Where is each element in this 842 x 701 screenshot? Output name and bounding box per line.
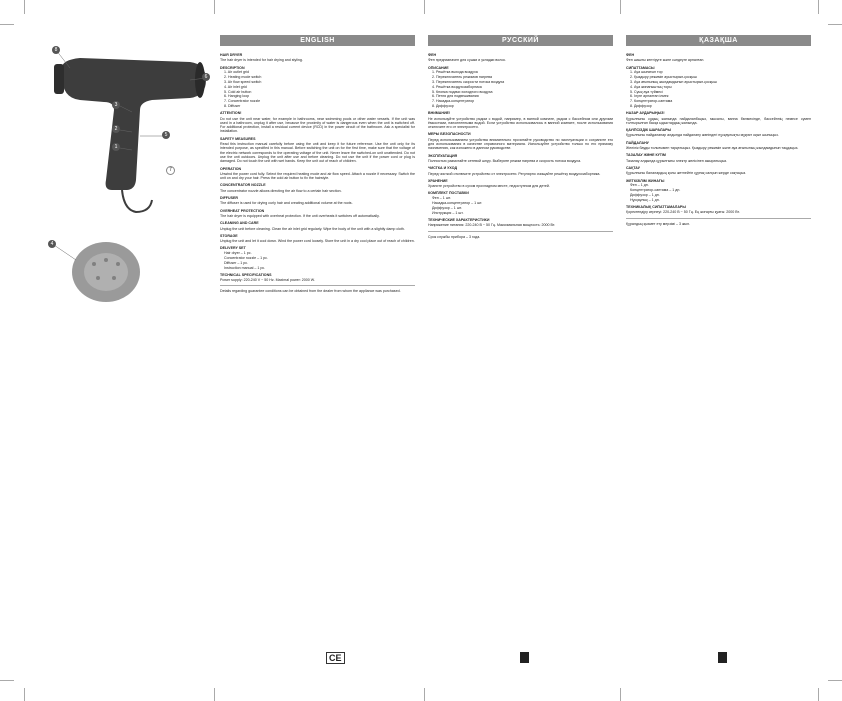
crop-mark-top-right-h xyxy=(828,24,842,25)
crop-mark-bottom-right-v xyxy=(818,688,819,701)
section-list-item: Фен – 1 дн. xyxy=(630,183,649,188)
section-title: ТЕХНИЧЕСКИЕ ХАРАКТЕРИСТИКИ xyxy=(428,217,490,222)
section-list-item: 4. Решётка воздухозаборника xyxy=(432,84,482,89)
section-list-item: 1. Ауа шығатын тор xyxy=(630,70,663,75)
callout-label: 6 xyxy=(202,73,210,81)
eac-certification-mark xyxy=(718,652,727,663)
section-title: DELIVERY SET xyxy=(220,246,246,251)
section-list-item: Нұсқаулық – 1 дн. xyxy=(630,197,660,202)
callout-label: 2 xyxy=(112,125,120,133)
section-title: OPERATION xyxy=(220,166,242,171)
kazakh-intro: Фен шашты кептіруге және сәндеуге арналған. xyxy=(626,58,705,63)
section-title: САҚТАУ xyxy=(626,165,640,170)
section-text: Перед использованием устройства внимательно прочитайте руководство по эксплуатации и сохраните его для использования в качестве справочного материала. Используйте устройство только по его прямому назначению, как изложено в данном руководстве. xyxy=(428,137,613,151)
section-title: НАЗАР АУДАРЫҢЫЗ! xyxy=(626,111,665,116)
section-text: Құрылғыны балалардың қолы жетпейтін құрғақ салқын жерде сақтаңыз. xyxy=(626,171,747,176)
section-list-item: Concentrator nozzle – 1 pc. xyxy=(224,255,268,260)
section-title: ЭКСПЛУАТАЦИЯ xyxy=(428,153,458,158)
section-list-item: 6. Петля для подвешивания xyxy=(432,94,479,99)
crop-mark-bottom-mid2-v xyxy=(424,688,425,701)
crop-mark-bottom-left-h xyxy=(0,680,14,681)
section-list-item: 7. Насадка-концентратор xyxy=(432,99,475,104)
crop-mark-top-mid-v xyxy=(214,0,215,14)
section-title: DIFFUSER xyxy=(220,196,238,201)
english-intro-title: HAIR DRYER xyxy=(220,53,243,57)
section-text: Unwind the power cord fully. Select the required heating mode and air flow speed. Attach a nozzle if necessary. Switch the unit on and dry your hair. Press the cold air button to fix the hairstyle. xyxy=(220,171,415,181)
section-list-item: 7. Концентратор-саптама xyxy=(630,99,673,104)
english-guarantee: Details regarding guarantee conditions can be obtained from the dealer from whom the appliance was purchased. xyxy=(220,289,401,294)
section-title: ҚАУІПСІЗДІК ШАРАЛАРЫ xyxy=(626,128,672,133)
section-list-item: 2. Heating mode switch xyxy=(224,75,262,80)
section-text: Құрылғыны судың жанында пайдаланбаңыз, мысалы, ванна бөлмесінде, бассейннің немесе сумен толтырылған басқа ыдыстардың жанында. xyxy=(626,116,811,125)
diffuser-prong-shape xyxy=(116,262,120,266)
power-cord-shape xyxy=(122,190,152,212)
section-title: ЖЕТКІЗІЛІМ ЖИНАҒЫ xyxy=(626,178,665,183)
kazakh-header: ҚАЗАҚША xyxy=(626,35,811,46)
callout-label: 7 xyxy=(166,166,175,175)
section-title: ТАЗАЛАУ ЖӘНЕ КҮТІМ xyxy=(626,153,666,158)
crop-mark-bottom-right-h xyxy=(828,680,842,681)
section-title: ПАЙДАЛАНУ xyxy=(626,140,649,145)
eac-certification-mark xyxy=(520,652,529,663)
russian-body xyxy=(428,46,613,239)
callout-label: 3 xyxy=(112,101,120,109)
divider xyxy=(220,285,415,286)
product-diagram xyxy=(40,40,210,320)
section-list-item: 8. Диффузор xyxy=(630,103,652,108)
section-text: Құрылғыны пайдаланар алдында пайдалану жөніндегі нұсқаулықты мұқият оқып шығыңыз. xyxy=(626,133,779,138)
section-list-item: 2. Қыздыру режимін ауыстырып-қосқыш xyxy=(630,75,697,80)
section-list-item: Диффузор – 1 дн. xyxy=(630,192,660,197)
section-text: Do not use the unit near water, for example in bathrooms, near swimming pools or other water vessels. If the unit was used in a bathroom, unplug it after use, because the proximity of water is dangerous even when the unit is switched off. For additional protection, install a residual current device (RCD) in the power circuit of the bathroom. Ask a specialist for installation. xyxy=(220,116,415,134)
crop-mark-top-left-v xyxy=(24,0,25,14)
section-title: ОПИСАНИЕ xyxy=(428,65,449,70)
section-text: Храните устройство в сухом прохладном месте, недоступном для детей. xyxy=(428,184,550,189)
crop-mark-top-right-v xyxy=(818,0,819,14)
section-list-item: 1. Air outlet grid xyxy=(224,70,249,75)
english-body xyxy=(220,46,415,294)
ce-mark: CE xyxy=(326,652,345,664)
section-title: CLEANING AND CARE xyxy=(220,221,259,226)
russian-intro-title: ФЕН xyxy=(428,53,437,57)
english-sections xyxy=(220,66,415,283)
section-title: ТЕХНИКАЛЫҚ СИПАТТАМАЛАРЫ xyxy=(626,205,686,210)
crop-mark-bottom-mid3-v xyxy=(620,688,621,701)
callout-label: 1 xyxy=(112,143,120,151)
section-title: SAFETY MEASURES xyxy=(220,136,256,141)
section-text: Напряжение питания: 220-240 В ~ 50 Гц. Максимальная мощность: 2000 Вт. xyxy=(428,223,556,228)
section-list-item: 1. Решётка выхода воздуха xyxy=(432,70,478,75)
section-list-item: Instruction manual – 1 pc. xyxy=(224,265,266,270)
crop-mark-top-left-h xyxy=(0,24,14,25)
section-text: Полностью размотайте сетевой шнур. Выберите режим нагрева и скорость потока воздуха. xyxy=(428,158,582,163)
kazakh-column xyxy=(626,35,811,675)
kazakh-body xyxy=(626,46,811,226)
callout-label: 4 xyxy=(48,240,56,248)
section-title: TECHNICAL SPECIFICATIONS xyxy=(220,272,272,277)
kazakh-sections xyxy=(626,66,811,215)
section-text: The concentrator nozzle allows directing the air flow to a certain hair section. xyxy=(220,188,342,193)
kazakh-intro-title: ФЕН xyxy=(626,53,635,57)
section-list-item: 3. Ауа ағынының жылдамдығын ауыстырып-қосқыш xyxy=(630,79,717,84)
section-text: Unplug the unit before cleaning. Clean the air inlet grid regularly. Wipe the body of the unit with a slightly damp cloth. xyxy=(220,226,405,231)
section-title: DESCRIPTION xyxy=(220,65,245,70)
section-list-item: 5. Кнопка подачи холодного воздуха xyxy=(432,89,493,94)
section-text: Қоректендіру кернеуі: 220-240 В ~ 50 Гц. Ең жоғарғы қуаты: 2000 Вт. xyxy=(626,210,740,215)
section-list-item: 5. Суық ауа түймесі xyxy=(630,89,663,94)
section-title: STORAGE xyxy=(220,233,238,238)
section-title: OVERHEAT PROTECTION xyxy=(220,208,265,213)
dryer-body-shape xyxy=(62,58,206,190)
section-list-item: 4. Ауа жинағыштың торы xyxy=(630,84,672,89)
section-list-item: 2. Переключатель режимов нагрева xyxy=(432,75,493,80)
section-text: Power supply: 220-240 V ~ 50 Hz. Maximal power: 2000 W. xyxy=(220,278,315,283)
russian-sections xyxy=(428,66,613,228)
section-list-item: 8. Диффузор xyxy=(432,103,454,108)
diffuser-prong-shape xyxy=(112,276,116,280)
diffuser-prong-shape xyxy=(104,258,108,262)
hair-dryer-illustration xyxy=(40,40,210,320)
section-title: СИПАТТАМАСЫ xyxy=(626,65,655,70)
callout-label: 5 xyxy=(162,131,170,139)
english-intro: The hair dryer is intended for hair drying and styling. xyxy=(220,58,303,63)
leader-line-4 xyxy=(54,245,76,260)
section-title: ХРАНЕНИЕ xyxy=(428,178,448,183)
callout-label: 8 xyxy=(52,46,60,54)
section-text: Тазалау алдында құрылғыны электр желісінен ажыратыңыз. xyxy=(626,158,728,163)
section-text: The hair dryer is equipped with overheat protection. If the unit overheats it switches off automatically. xyxy=(220,213,380,218)
section-title: ATTENTION! xyxy=(220,111,242,116)
crop-mark-top-mid3-v xyxy=(620,0,621,14)
section-list-item: Концентратор-саптама – 1 дн. xyxy=(630,188,681,193)
russian-guarantee: Срок службы прибора – 3 года. xyxy=(428,234,481,239)
russian-intro: Фен предназначен для сушки и укладки волос. xyxy=(428,58,507,63)
crop-mark-top-mid2-v xyxy=(424,0,425,14)
section-text: Перед чисткой отключите устройство от электросети. Регулярно очищайте решётку воздухозаборника. xyxy=(428,171,601,176)
section-text: Unplug the unit and let it cool down. Wind the power cord loosely. Store the unit in a dry cool place out of reach of children. xyxy=(220,239,415,244)
section-list-item: Насадка-концентратор – 1 шт. xyxy=(432,201,483,206)
english-header: ENGLISH xyxy=(220,35,415,46)
section-list-item: Диффузор – 1 шт. xyxy=(432,205,462,210)
section-list-item: 6. Hanging loop xyxy=(224,94,250,99)
crop-mark-bottom-mid-v xyxy=(214,688,215,701)
russian-column xyxy=(428,35,613,675)
section-list-item: Diffuser – 1 pc. xyxy=(224,260,249,265)
section-title: МЕРЫ БЕЗОПАСНОСТИ xyxy=(428,132,471,137)
section-title: КОМПЛЕКТ ПОСТАВКИ xyxy=(428,191,469,196)
section-list-item: 3. Переключатель скорости потока воздуха xyxy=(432,79,505,84)
section-list-item: Hair dryer – 1 pc. xyxy=(224,251,252,256)
section-title: ЧИСТКА И УХОД xyxy=(428,166,458,171)
section-list-item: 6. Ілуге арналған ілмек xyxy=(630,94,669,99)
section-list-item: 5. Cold air button xyxy=(224,89,252,94)
section-list-item: Фен – 1 шт. xyxy=(432,196,451,201)
nozzle-tip-shape xyxy=(54,64,64,94)
section-text: The diffuser is used for drying curly hair and creating additional volume at the roots. xyxy=(220,201,353,206)
diffuser-prong-shape xyxy=(96,276,100,280)
divider xyxy=(428,231,613,232)
section-list-item: 8. Diffuser xyxy=(224,103,241,108)
section-list-item: 7. Concentrator nozzle xyxy=(224,99,261,104)
section-list-item: Инструкция – 1 шт. xyxy=(432,210,464,215)
section-text: Не используйте устройство рядом с водой, например, в ванной комнате, рядом с бассейном или другими ёмкостями, наполненными водой. Если устройство использовалось в ванной комнате, после использования отключите его от электросети. xyxy=(428,116,613,130)
russian-header: РУССКИЙ xyxy=(428,35,613,46)
section-text: Read this instruction manual carefully before using the unit and keep it for future reference. Use the unit only for its intended purpose, as specified in this manual. Before switching the unit on for the first time, make sure that the voltage of the electric network corresponds to the operating voltage of the unit. Never leave the switched-on unit unattended. Do not use the unit outdoors. Unplug the unit after use and before cleaning. Do not use the unit if the power cord or plug is damaged. Do not touch the unit with wet hands. Keep the unit out of reach of children. xyxy=(220,142,415,164)
kazakh-guarantee: Құралдың қызмет ету мерзімі – 3 жыл. xyxy=(626,221,691,226)
crop-mark-bottom-left-v xyxy=(24,688,25,701)
section-list-item: 4. Air inlet grid xyxy=(224,84,247,89)
section-list-item: 3. Air flow speed switch xyxy=(224,79,262,84)
section-title: CONCENTRATOR NOZZLE xyxy=(220,183,266,188)
english-column xyxy=(220,35,415,675)
section-title: ВНИМАНИЕ! xyxy=(428,111,451,116)
divider xyxy=(626,218,811,219)
diffuser-prong-shape xyxy=(92,262,96,266)
section-text: Желілік бауды толығымен тарқатыңыз. Қыздыру режимін және ауа ағынының жылдамдығын таңдаңыз. xyxy=(626,146,799,151)
